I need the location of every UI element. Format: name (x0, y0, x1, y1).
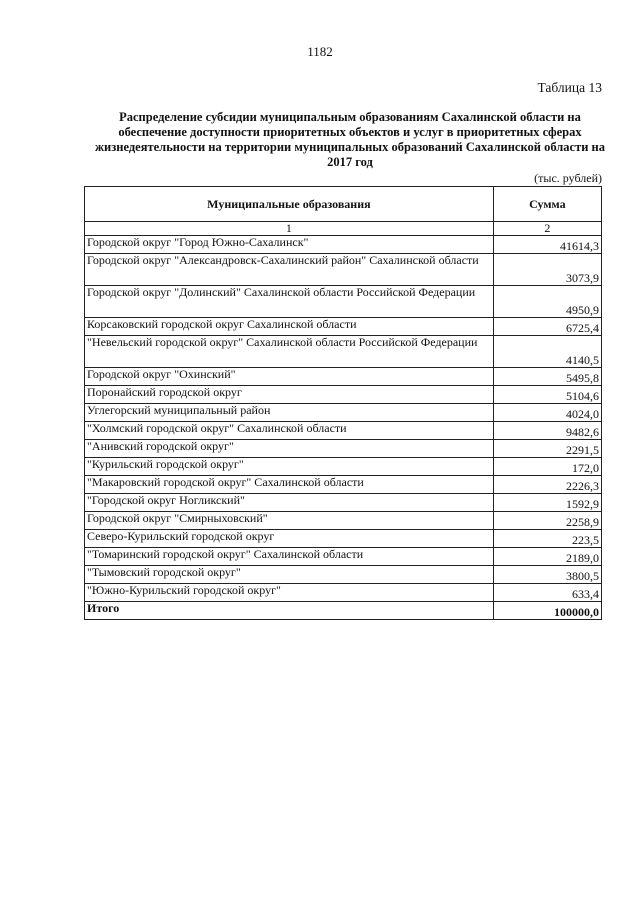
table-row (85, 512, 602, 530)
municipality-name: Поронайский городской округ (85, 386, 494, 404)
table-row (85, 530, 602, 548)
subsidy-amount: 5495,8 (493, 368, 601, 386)
subsidy-amount: 633,4 (493, 584, 601, 602)
subsidy-amount: 5104,6 (493, 386, 601, 404)
table-row (85, 386, 602, 404)
municipality-name: "Невельский городской округ" Сахалинской области Российской Федерации (85, 336, 494, 368)
municipality-name: Городской округ "Долинский" Сахалинской области Российской Федерации (85, 286, 494, 318)
municipality-name: "Макаровский городской округ" Сахалинской области (85, 476, 494, 494)
table-row (85, 440, 602, 458)
total-label: Итого (85, 602, 494, 620)
table-row (85, 236, 602, 254)
table-row (85, 458, 602, 476)
municipality-name: Городской округ "Город Южно-Сахалинск" (85, 236, 494, 254)
subsidy-amount: 2258,9 (493, 512, 601, 530)
table-row (85, 494, 602, 512)
subsidy-amount: 4950,9 (493, 286, 601, 318)
municipality-name: Корсаковский городской округ Сахалинской области (85, 318, 494, 336)
table-row (85, 584, 602, 602)
municipality-name: "Городской округ Ногликский" (85, 494, 494, 512)
subsidy-amount: 172,0 (493, 458, 601, 476)
subsidy-amount: 223,5 (493, 530, 601, 548)
table-row (85, 336, 602, 368)
municipality-name: "Тымовский городской округ" (85, 566, 494, 584)
subsidy-amount: 4140,5 (493, 336, 601, 368)
document-title: Распределение субсидии муниципальным образованиям Сахалинской области на обеспечение доступности приоритетных объектов и услуг в приоритетных сферах жизнедеятельности на территории муниципальных образований Сахалинской области на 2017 год (94, 110, 605, 169)
municipality-name: Углегорский муниципальный район (85, 404, 494, 422)
header-sum: Сумма (493, 187, 601, 222)
header-municipalities: Муниципальные образования (85, 187, 494, 222)
subsidy-amount: 3073,9 (493, 254, 601, 286)
municipality-name: Городской округ "Охинский" (85, 368, 494, 386)
subsidy-amount: 6725,4 (493, 318, 601, 336)
table-row (85, 254, 602, 286)
column-number: 1 (85, 222, 494, 236)
table-row (85, 422, 602, 440)
subsidy-amount: 4024,0 (493, 404, 601, 422)
subsidy-amount: 1592,9 (493, 494, 601, 512)
page-number: 1182 (307, 44, 333, 59)
table-row (85, 548, 602, 566)
table-row (85, 286, 602, 318)
municipality-name: "Томаринский городской округ" Сахалинской области (85, 548, 494, 566)
subsidy-amount: 9482,6 (493, 422, 601, 440)
subsidy-amount: 2291,5 (493, 440, 601, 458)
table-row (85, 476, 602, 494)
column-number-row (85, 222, 602, 236)
total-amount: 100000,0 (493, 602, 601, 620)
subsidy-table (84, 186, 602, 620)
table-row (85, 404, 602, 422)
table-row (85, 566, 602, 584)
subsidy-amount: 2226,3 (493, 476, 601, 494)
table-row (85, 368, 602, 386)
municipality-name: "Анивский городской округ" (85, 440, 494, 458)
municipality-name: "Курильский городской округ" (85, 458, 494, 476)
total-row (85, 602, 602, 620)
table-label: Таблица 13 (537, 80, 602, 95)
municipality-name: Городской округ "Смирныховский" (85, 512, 494, 530)
units-label: (тыс. рублей) (534, 171, 602, 185)
municipality-name: Городской округ "Александровск-Сахалинский район" Сахалинской области (85, 254, 494, 286)
column-number: 2 (493, 222, 601, 236)
municipality-name: Северо-Курильский городской округ (85, 530, 494, 548)
subsidy-amount: 2189,0 (493, 548, 601, 566)
subsidy-amount: 3800,5 (493, 566, 601, 584)
municipality-name: "Холмский городской округ" Сахалинской области (85, 422, 494, 440)
table-header-row (85, 187, 602, 222)
municipality-name: "Южно-Курильский городской округ" (85, 584, 494, 602)
subsidy-amount: 41614,3 (493, 236, 601, 254)
table-row (85, 318, 602, 336)
